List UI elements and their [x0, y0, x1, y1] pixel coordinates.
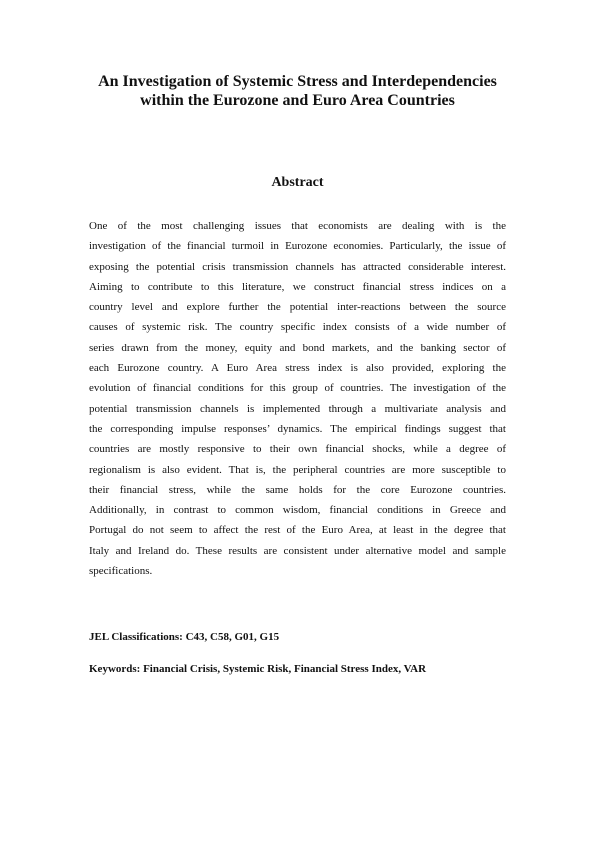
paper-title-line: within the Eurozone and Euro Area Countries [140, 92, 455, 109]
abstract-line: evolution of financial conditions for this group of countries. The investigation of the [89, 382, 506, 395]
abstract-line: Portugal do not seem to affect the rest of the Euro Area, at least in the degree that [89, 524, 506, 537]
abstract-line: investigation of the financial turmoil in Eurozone economies. Particularly, the issue of [89, 240, 506, 253]
abstract-line: Additionally, in contrast to common wisdom, financial conditions in Greece and [89, 504, 506, 517]
abstract-heading: Abstract [271, 175, 324, 190]
abstract-line: countries are mostly responsive to their own financial shocks, while a degree of [89, 443, 506, 456]
abstract-line: the corresponding impulse responses’ dynamics. The empirical findings suggest that [89, 422, 506, 435]
abstract-line: exposing the potential crisis transmission channels has attracted considerable interest. [89, 260, 506, 273]
abstract-line: country level and explore further the potential inter-reactions between the source [89, 301, 506, 314]
keywords: Keywords: Financial Crisis, Systemic Risk, Financial Stress Index, VAR [89, 663, 427, 675]
paper-title [70, 72, 525, 110]
abstract-line: Italy and Ireland do. These results are consistent under alternative model and sample [89, 544, 506, 557]
jel-classifications: JEL Classifications: C43, C58, G01, G15 [89, 631, 280, 643]
abstract-line: Aiming to contribute to this literature, we construct financial stress indices on a [89, 280, 506, 293]
abstract-line: their financial stress, while the same holds for the core Eurozone countries. [89, 483, 506, 496]
abstract-line: regionalism is also evident. That is, the peripheral countries are more susceptible to [89, 463, 506, 476]
abstract-line: One of the most challenging issues that economists are dealing with is the [89, 220, 506, 232]
abstract-line: causes of systemic risk. The country specific index consists of a wide number of [89, 321, 506, 334]
abstract-body [89, 216, 506, 581]
paper-title-line: An Investigation of Systemic Stress and Interdependencies [98, 73, 497, 90]
abstract-line: series drawn from the money, equity and bond markets, and the banking sector of [89, 341, 506, 354]
abstract-line: specifications. [89, 565, 153, 578]
abstract-line: potential transmission channels is implemented through a multivariate analysis and [89, 402, 506, 415]
abstract-line: each Eurozone country. A Euro Area stress index is also provided, exploring the [89, 362, 506, 375]
